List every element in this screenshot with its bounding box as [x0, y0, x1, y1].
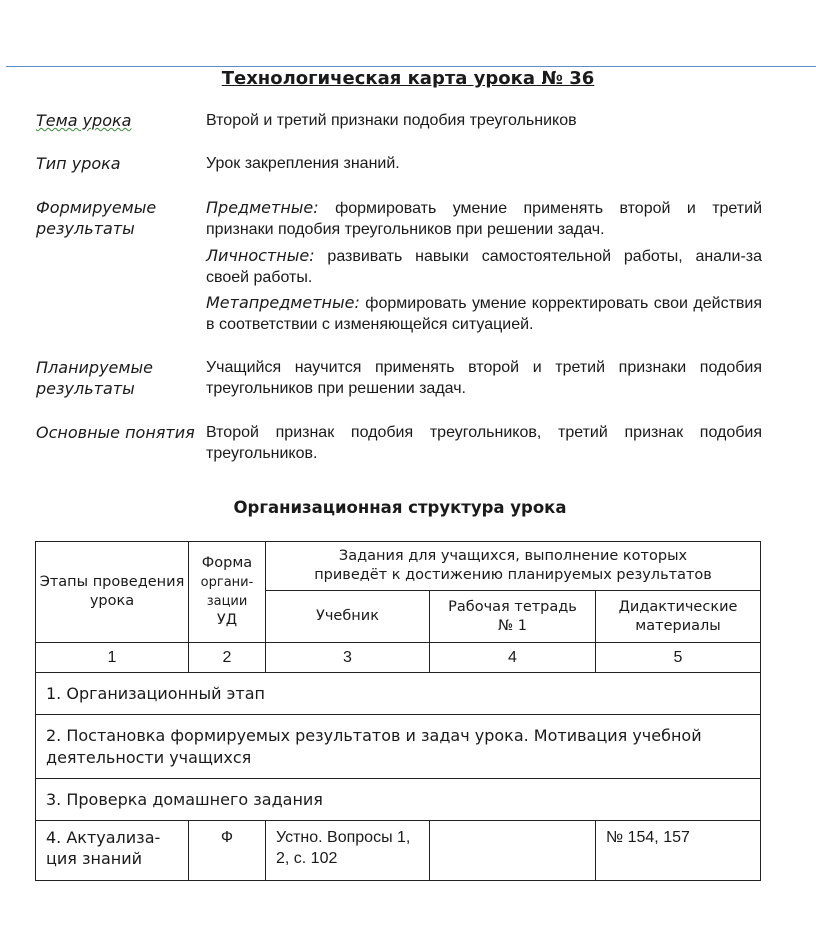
meta-text: формировать умение корректировать свои действия в соответствии с изменяющейся ситуацией. — [206, 295, 762, 333]
col-number-1: 1 — [36, 643, 189, 673]
type-value: Урок закрепления знаний. — [206, 155, 400, 172]
meta-lead: Метапредметные: — [206, 293, 360, 312]
header-form-line2: органи-зации — [200, 575, 254, 609]
formed-label: Формируемые результаты — [36, 198, 157, 238]
meta-results — [206, 292, 762, 335]
header-didactic: Дидактические материалы — [596, 591, 761, 643]
table-row — [36, 673, 761, 715]
header-rule — [6, 66, 816, 67]
stage-4-form: Ф — [189, 821, 266, 881]
personal-text: развивать навыки самостоятельной работы, анали-за своей работы. — [206, 248, 762, 286]
document-title: Технологическая карта урока № 36 — [221, 68, 595, 89]
personal-results — [206, 245, 762, 288]
subject-lead: Предметные: — [206, 198, 319, 217]
header-form-line3: УД — [216, 612, 238, 628]
table-header-row-1 — [36, 542, 761, 591]
stage-4-didactic: № 154, 157 — [596, 821, 761, 881]
concepts-label: Основные понятия — [36, 423, 195, 442]
table-number-row — [36, 643, 761, 673]
header-workbook: Рабочая тетрадь № 1 — [430, 591, 596, 643]
header-tasks: Задания для учащихся, выполнение которых приведёт к достижению планируемых результатов — [266, 542, 761, 591]
planned-label: Планируемые результаты — [36, 358, 153, 398]
concepts-value: Второй признак подобия треугольников, третий признак подобия треугольников. — [206, 424, 762, 462]
planned-value: Учащийся научится применять второй и третий признаки подобия треугольников при решении задач. — [206, 359, 762, 397]
table-row — [36, 821, 761, 881]
stage-2: 2. Постановка формируемых результатов и задач урока. Мотивация учебной деятельности учащихся — [36, 715, 761, 779]
header-form-line1: Форма — [201, 555, 253, 571]
topic-value: Второй и третий признаки подобия треугольников — [206, 112, 577, 129]
subject-text: формировать умение применять второй и третий признаки подобия треугольников при решении задач. — [206, 200, 762, 238]
subject-results — [206, 197, 762, 240]
table-row — [36, 779, 761, 821]
table-row — [36, 715, 761, 779]
stage-4-name: 4. Актуализа-ция знаний — [36, 821, 189, 881]
col-number-5: 5 — [596, 643, 761, 673]
section-title: Организационная структура урока — [233, 498, 567, 517]
header-stage — [36, 542, 189, 643]
col-number-4: 4 — [430, 643, 596, 673]
col-number-2: 2 — [189, 643, 266, 673]
col-number-3: 3 — [266, 643, 430, 673]
structure-table — [35, 541, 761, 881]
stage-4-workbook — [430, 821, 596, 881]
stage-1: 1. Организационный этап — [36, 673, 761, 715]
type-label: Тип урока — [36, 154, 121, 173]
personal-lead: Личностные: — [206, 246, 315, 265]
header-form — [189, 542, 266, 643]
topic-label — [36, 110, 201, 131]
header-stage-text: Этапы проведения урока — [39, 574, 185, 609]
header-textbook: Учебник — [266, 591, 430, 643]
topic-label-text: Тема урока — [36, 111, 132, 130]
stage-3: 3. Проверка домашнего задания — [36, 779, 761, 821]
stage-4-textbook: Устно. Вопросы 1, 2, с. 102 — [266, 821, 430, 881]
